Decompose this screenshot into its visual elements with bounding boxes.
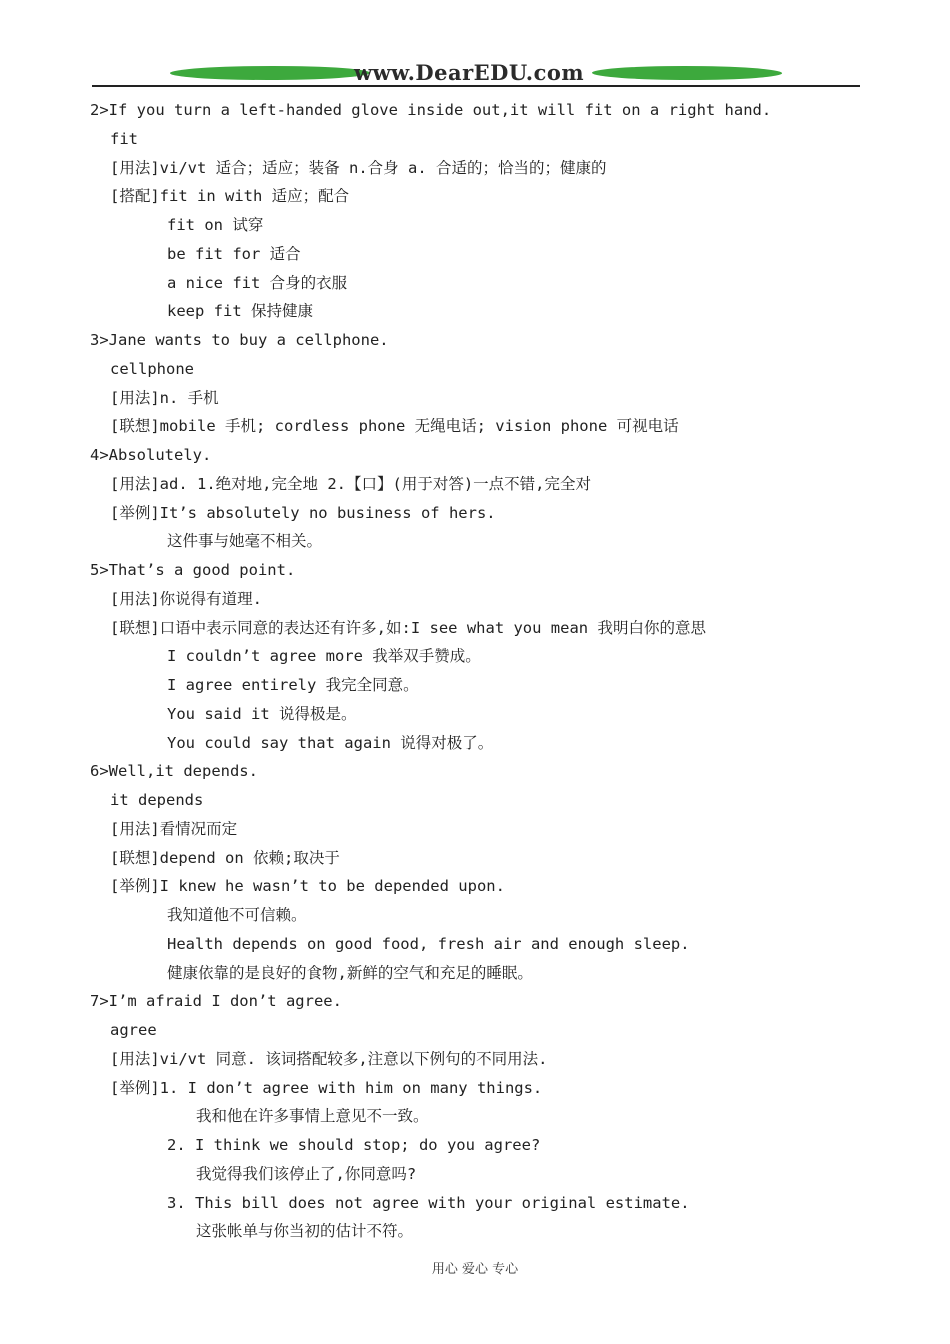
section-heading: 2>If you turn a left-handed glove inside out,it will fit on a right hand. <box>90 101 772 119</box>
document-line: [用法]看情况而定 <box>110 819 238 838</box>
section-heading: 6>Well,it depends. <box>90 762 258 781</box>
document-line: 我知道他不可信赖。 <box>167 906 307 924</box>
document-line: fit <box>110 129 138 148</box>
site-logo-text: www.DearEDU.com <box>354 60 585 85</box>
document-line: [搭配]fit in with 适应；配合 <box>110 187 350 206</box>
document-line: Health depends on good food, fresh air and enough sleep. <box>167 934 690 953</box>
document-line: [用法]你说得有道理. <box>110 589 262 608</box>
document-line: agree <box>110 1021 157 1039</box>
document-line: You said it 说得极是。 <box>167 704 357 723</box>
green-swoosh-right <box>589 66 784 80</box>
document-line: 我觉得我们该停止了,你同意吗? <box>196 1164 417 1183</box>
document-line: [用法]vi/vt 适合；适应；装备 n.合身 a. 合适的；恰当的；健康的 <box>110 158 607 177</box>
section-heading: 7>I’m afraid I don’t agree. <box>90 992 342 1011</box>
document-line: 这张帐单与你当初的估计不符。 <box>196 1222 414 1241</box>
page-footer: 用心 爱心 专心 <box>431 1262 519 1277</box>
document-line: 2. I think we should stop; do you agree? <box>167 1136 541 1154</box>
section-heading: 5>That’s a good point. <box>90 561 296 579</box>
document-line: [举例]1. I don’t agree with him on many things. <box>110 1078 543 1097</box>
document-line: cellphone <box>110 359 194 378</box>
document-line: a nice fit 合身的衣服 <box>167 273 348 292</box>
document-line: [举例]It’s absolutely no business of hers. <box>110 503 496 522</box>
document-line: 这件事与她毫不相关。 <box>167 532 323 551</box>
document-line: 3. This bill does not agree with your original estimate. <box>167 1193 690 1212</box>
green-swoosh-left <box>167 66 372 80</box>
document-line: keep fit 保持健康 <box>167 302 313 321</box>
document-line: 我和他在许多事情上意见不一致。 <box>196 1107 429 1126</box>
document-line: [联想]mobile 手机; cordless phone 无绳电话; vision phone 可视电话 <box>110 417 679 436</box>
document-line: You could say that again 说得对极了。 <box>167 733 494 752</box>
document-line: I couldn’t agree more 我举双手赞成。 <box>167 647 481 666</box>
document-line: fit on 试穿 <box>167 216 264 234</box>
document-line: it depends <box>110 791 204 809</box>
document-line: [联想]depend on 依赖;取决于 <box>110 848 340 867</box>
document-line: [用法]n. 手机 <box>110 388 219 407</box>
document-line: [联想]口语中表示同意的表达还有许多,如:I see what you mean 我明白你的意思 <box>110 618 706 637</box>
document-line: [用法]ad. 1.绝对地,完全地 2.【口】(用于对答)一点不错,完全对 <box>110 474 591 493</box>
page-header <box>92 58 860 90</box>
document-line: 健康依靠的是良好的食物,新鲜的空气和充足的睡眠。 <box>167 963 533 982</box>
header-divider <box>92 85 860 87</box>
document-line: [用法]vi/vt 同意. 该词搭配较多,注意以下例句的不同用法. <box>110 1049 548 1068</box>
document-line: [举例]I knew he wasn’t to be depended upon. <box>110 877 505 896</box>
section-heading: 4>Absolutely. <box>90 446 212 464</box>
document-line: I agree entirely 我完全同意。 <box>167 676 419 694</box>
section-heading: 3>Jane wants to buy a cellphone. <box>90 331 389 349</box>
document-body <box>90 96 890 1246</box>
document-line: be fit for 适合 <box>167 244 301 263</box>
